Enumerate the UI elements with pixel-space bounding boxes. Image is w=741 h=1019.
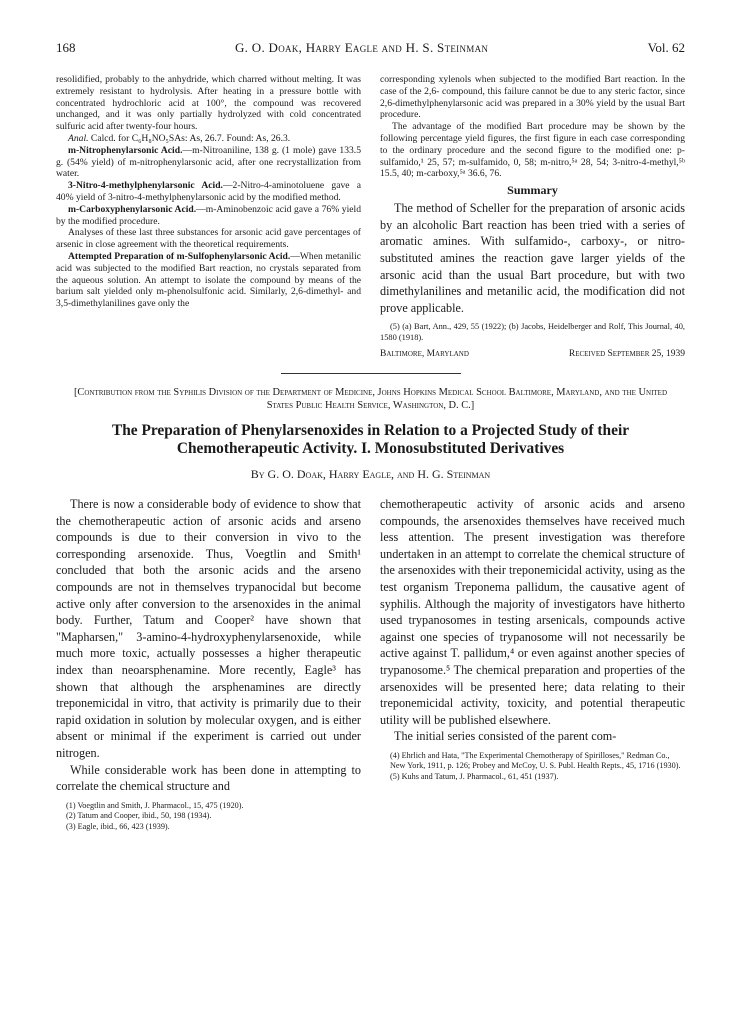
article-right-column bbox=[380, 496, 685, 832]
contribution-note: [Contribution from the Syphilis Division of the Department of Medicine, Johns Hopkins Medical School Baltimore, Maryland, and the United States Public Health Service, Washington, D. C.] bbox=[73, 386, 668, 411]
received-date: Received September 25, 1939 bbox=[568, 348, 685, 359]
footnote-text: (5) (a) Bart, Ann., 429, 55 (1922); (b) Jacobs, Heidelberger and Rolf, This Journal, 40, 1580 (1918). bbox=[380, 322, 685, 342]
summary-paragraph: The method of Scheller for the preparation of arsonic acids by an alcoholic Bart reaction has been tried with a series of aromatic amines. With sulfamido-, carboxy-, or nitro-substituted amines the reaction gave larger yields of the arsonic acid than the usual Bart procedure, but with two dimethylanilines and metanilic acid, the modification did not prove applicable. bbox=[380, 201, 685, 315]
compound-text: —2-Nitro-4-aminotoluene gave a 40% yield of 3-nitro-4-methylphenylarsonic acid by the modified method. bbox=[56, 180, 362, 203]
page-number: 168 bbox=[56, 40, 76, 55]
footnote-4: (4) Ehrlich and Hata, "The Experimental Chemotherapy of Spirilloses," Redman Co., New York, 1911, p. 126; Probey and McCoy, U. S. Publ. Health Repts., 45, 1716 (1930). bbox=[390, 751, 681, 771]
compound-heading: 3-Nitro-4-methylphenylarsonic Acid. bbox=[68, 180, 223, 192]
previous-article-section bbox=[56, 74, 685, 359]
place: Baltimore, Maryland bbox=[380, 348, 469, 359]
paragraph: The initial series consisted of the parent com- bbox=[394, 729, 617, 744]
compound-heading: m-Carboxyphenylarsonic Acid. bbox=[68, 203, 197, 215]
section-divider bbox=[281, 373, 461, 374]
footnote-5 bbox=[380, 322, 685, 343]
running-title: G. O. Doak, Harry Eagle and H. S. Steinman bbox=[234, 40, 489, 55]
paragraph: While considerable work has been done in attempting to correlate the chemical structure and bbox=[56, 762, 361, 794]
footnote-5b: (5) Kuhs and Tatum, J. Pharmacol., 61, 451 (1937). bbox=[390, 771, 559, 781]
compound-paragraph bbox=[56, 251, 361, 310]
previous-article-left-column bbox=[56, 74, 361, 359]
compound-text: —m-Nitroaniline, 138 g. (1 mole) gave 133.5 g. (54% yield) of m-nitrophenylarsonic acid, after one recrystallization from water. bbox=[56, 144, 361, 180]
article-left-column bbox=[56, 496, 361, 832]
volume-number: Vol. 62 bbox=[647, 40, 685, 55]
running-header bbox=[56, 40, 685, 56]
compound-text: —m-Aminobenzoic acid gave a 76% yield by the modified procedure. bbox=[56, 203, 361, 227]
paragraph: corresponding xylenols when subjected to the modified Bart reaction. In the case of the 2,6- compound, this failure cannot be due to any steric factor, since 2,6-dimethylphenylarsonic acid was prepared in a 30% yield by the usual Bart procedure. bbox=[380, 74, 685, 121]
paragraph: There is now a considerable body of evidence to show that the chemotherapeutic action of arsonic acids and arseno compounds is due to their conversion in vivo to the corresponding arsenoxide. Thus, Voegtlin and Smith¹ concluded that both the arsonic acids and the arseno compounds are not in themselves trypanocidal but become active only after conversion to the arsenoxides in the animal body. Further, Tatum and Cooper² have shown that "Mapharsen," 3-amino-4-hydroxyphenylarsenoxide, while much more toxic, actually possesses a higher therapeutic index than neoarsphenamine. More recently, Eagle³ has shown that although the arsphenamines are directly treponemicidal in vitro, that activity is primarily due to their rapid oxidation in solution by molecular oxygen, and is either absent or minimal if the experiment is carried out under nitrogen. bbox=[56, 497, 361, 761]
analysis-paragraph bbox=[56, 133, 361, 145]
body-text bbox=[56, 496, 361, 795]
footnote-1: (1) Voegtlin and Smith, J. Pharmacol., 15, 475 (1920). bbox=[66, 800, 244, 810]
anal-label: Anal. bbox=[68, 132, 89, 144]
body-text bbox=[380, 496, 685, 745]
footnote-2: (2) Tatum and Cooper, ibid., 50, 198 (1934). bbox=[66, 811, 212, 821]
compound-text: —When metanilic acid was subjected to the modified Bart reaction, no crystals separated from the aqueous solution. An attempt to isolate the compound by means of the barium salt yielded only m-phenolsulfonic acid. Similarly, 2,6-dimethyl- and 3,5-dimethylanilines gave only the bbox=[56, 250, 361, 310]
right-column-text bbox=[380, 74, 685, 180]
footnotes bbox=[56, 801, 361, 832]
signature-line bbox=[380, 349, 685, 359]
author-line: By G. O. Doak, Harry Eagle, and H. G. Steinman bbox=[250, 467, 491, 482]
compound-paragraph bbox=[56, 145, 361, 180]
article-body bbox=[56, 496, 685, 832]
compound-heading: m-Nitrophenylarsonic Acid. bbox=[68, 144, 183, 156]
paragraph: Analyses of these last three substances for arsonic acid gave percentages of arsenic in close agreement with the theoretical requirements. bbox=[56, 227, 361, 251]
previous-article-right-column bbox=[380, 74, 685, 359]
paragraph: The advantage of the modified Bart procedure may be shown by the following percentage yield figures, the first figure in each case corresponding to the ordinary procedure and the second figure to the modified one: p-sulfamido,¹ 25, 57; m-sulfamido, 0, 58; m-nitro,⁵ᵃ 28, 54; 3-nitro-4-methyl,⁵ᵇ 15.5, 40; m-carboxy,⁵ᵃ 36.6, 76. bbox=[380, 121, 685, 180]
summary-heading: Summary bbox=[507, 183, 558, 198]
paragraph: chemotherapeutic activity of arsonic acids and arseno compounds, the arsenoxides themselves have received much less attention. The present investigation was therefore undertaken in an attempt to correlate the chemical structure of the arsenoxides with their treponemicidal activity, using as the test organism Treponema pallidum, the causative agent of syphilis. Although the majority of investigators have hitherto used trypanosomes in testing arsenicals, compounds active against one species of trypanosome will not necessarily be active against T. pallidum,⁴ or even against another species of trypanosome.⁵ The chemical preparation and properties of the arsenoxides will be presented here; data relating to their treponemicidal activity, toxicity, and potential therapeutic utility will be published elsewhere. bbox=[380, 497, 685, 727]
footnote-3: (3) Eagle, ibid., 66, 423 (1939). bbox=[66, 821, 170, 831]
compound-heading: Attempted Preparation of m-Sulfophenylarsonic Acid. bbox=[68, 250, 291, 262]
paragraph: resolidified, probably to the anhydride, which charred without melting. It was extremely resistant to hydrolysis. After heating in a pressure bottle with concentrated hydrochloric acid at 100°, the compound was recovered unchanged, and it was only partially hydrolyzed with cold concentrated sulfuric acid after twenty-four hours. bbox=[56, 74, 361, 133]
footnotes bbox=[380, 751, 685, 782]
anal-text: Calcd. for C₆H₈NO₅SAs: As, 26.7. Found: As, 26.3. bbox=[88, 132, 291, 144]
article-title: The Preparation of Phenylarsenoxides in Relation to a Projected Study of their Chemotherapeutic Activity. I. Monosubstituted Derivatives bbox=[111, 421, 630, 458]
article-authors bbox=[56, 467, 685, 482]
compound-paragraph bbox=[56, 204, 361, 228]
compound-paragraph bbox=[56, 180, 361, 204]
